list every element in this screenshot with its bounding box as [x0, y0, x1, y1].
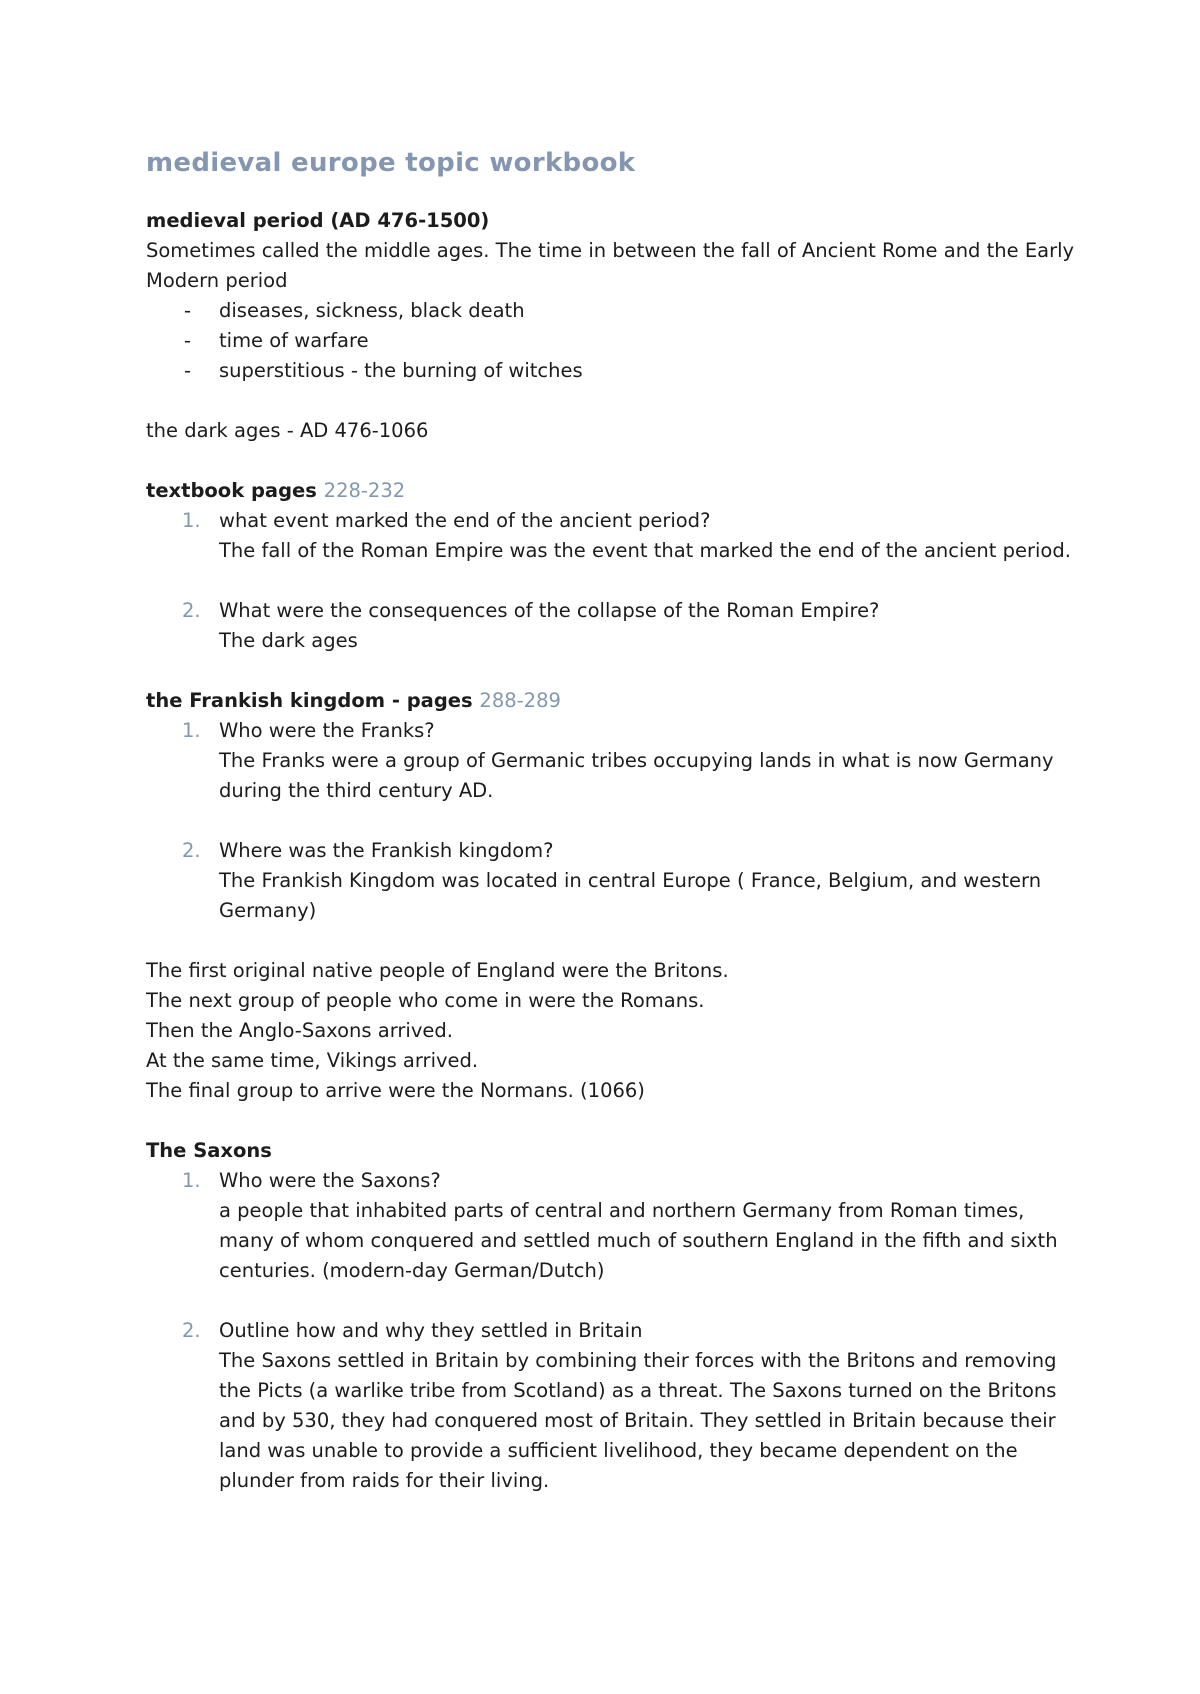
answer-text: The dark ages [219, 629, 358, 652]
saxons-question-list [146, 1166, 1076, 1496]
list-number: 2. [182, 599, 201, 622]
question-text: Outline how and why they settled in Britain [219, 1319, 643, 1342]
list-number: 2. [182, 839, 201, 862]
list-number: 1. [182, 509, 201, 532]
answer-text: The Franks were a group of Germanic tribes occupying lands in what is now Germany during the third century AD. [219, 749, 1054, 802]
england-line: The next group of people who come in were the Romans. [146, 989, 705, 1012]
england-line: At the same time, Vikings arrived. [146, 1049, 479, 1072]
document-content [146, 140, 1076, 1496]
list-item [146, 716, 1076, 806]
list-item [146, 1166, 1076, 1286]
frankish-heading: the Frankish kingdom - pages 288-289 [146, 689, 561, 712]
list-number: 1. [182, 719, 201, 742]
list-item [146, 506, 1076, 566]
list-item [146, 836, 1076, 926]
medieval-period-heading: medieval period (AD 476-1500) [146, 209, 490, 232]
document-title: medieval europe topic workbook [146, 148, 636, 178]
england-line: The final group to arrive were the Normans. (1066) [146, 1079, 645, 1102]
question-text: Where was the Frankish kingdom? [219, 839, 554, 862]
england-peoples-paragraph [146, 956, 1076, 1106]
saxons-heading: The Saxons [146, 1139, 272, 1162]
question-text: Who were the Saxons? [219, 1169, 441, 1192]
frankish-pages-ref: 288-289 [479, 689, 561, 712]
medieval-bullet-list [146, 296, 1076, 386]
answer-text: The fall of the Roman Empire was the event that marked the end of the ancient period. [219, 539, 1071, 562]
textbook-heading: textbook pages 228-232 [146, 479, 406, 502]
list-item [146, 1316, 1076, 1496]
list-item [146, 596, 1076, 656]
england-line: The first original native people of England were the Britons. [146, 959, 729, 982]
dash-marker: - [184, 329, 192, 352]
frankish-question-list [146, 716, 1076, 926]
textbook-question-list [146, 506, 1076, 656]
list-item: - diseases, sickness, black death [146, 296, 1076, 326]
answer-text: a people that inhabited parts of central and northern Germany from Roman times, many of whom conquered and settled much of southern England in the fifth and sixth centuries. (modern-day German/Dutch) [219, 1199, 1058, 1282]
question-text: what event marked the end of the ancient period? [219, 509, 711, 532]
list-number: 2. [182, 1319, 201, 1342]
question-text: Who were the Franks? [219, 719, 435, 742]
england-line: Then the Anglo-Saxons arrived. [146, 1019, 453, 1042]
medieval-intro: Sometimes called the middle ages. The time in between the fall of Ancient Rome and the Early Modern period [146, 239, 1075, 292]
list-item: - superstitious - the burning of witches [146, 356, 1076, 386]
list-number: 1. [182, 1169, 201, 1192]
answer-text: The Saxons settled in Britain by combining their forces with the Britons and removing the Picts (a warlike tribe from Scotland) as a threat. The Saxons turned on the Britons and by 530, they had conquered most of Britain. They settled in Britain because their land was unable to provide a sufficient livelihood, they became dependent on the plunder from raids for their living. [219, 1349, 1057, 1492]
question-text: What were the consequences of the collapse of the Roman Empire? [219, 599, 880, 622]
dash-marker: - [184, 359, 192, 382]
dark-ages-line: the dark ages - AD 476-1066 [146, 419, 429, 442]
dash-marker: - [184, 299, 192, 322]
answer-text: The Frankish Kingdom was located in central Europe ( France, Belgium, and western Germany) [219, 869, 1042, 922]
textbook-pages-ref: 228-232 [323, 479, 406, 502]
list-item: - time of warfare [146, 326, 1076, 356]
